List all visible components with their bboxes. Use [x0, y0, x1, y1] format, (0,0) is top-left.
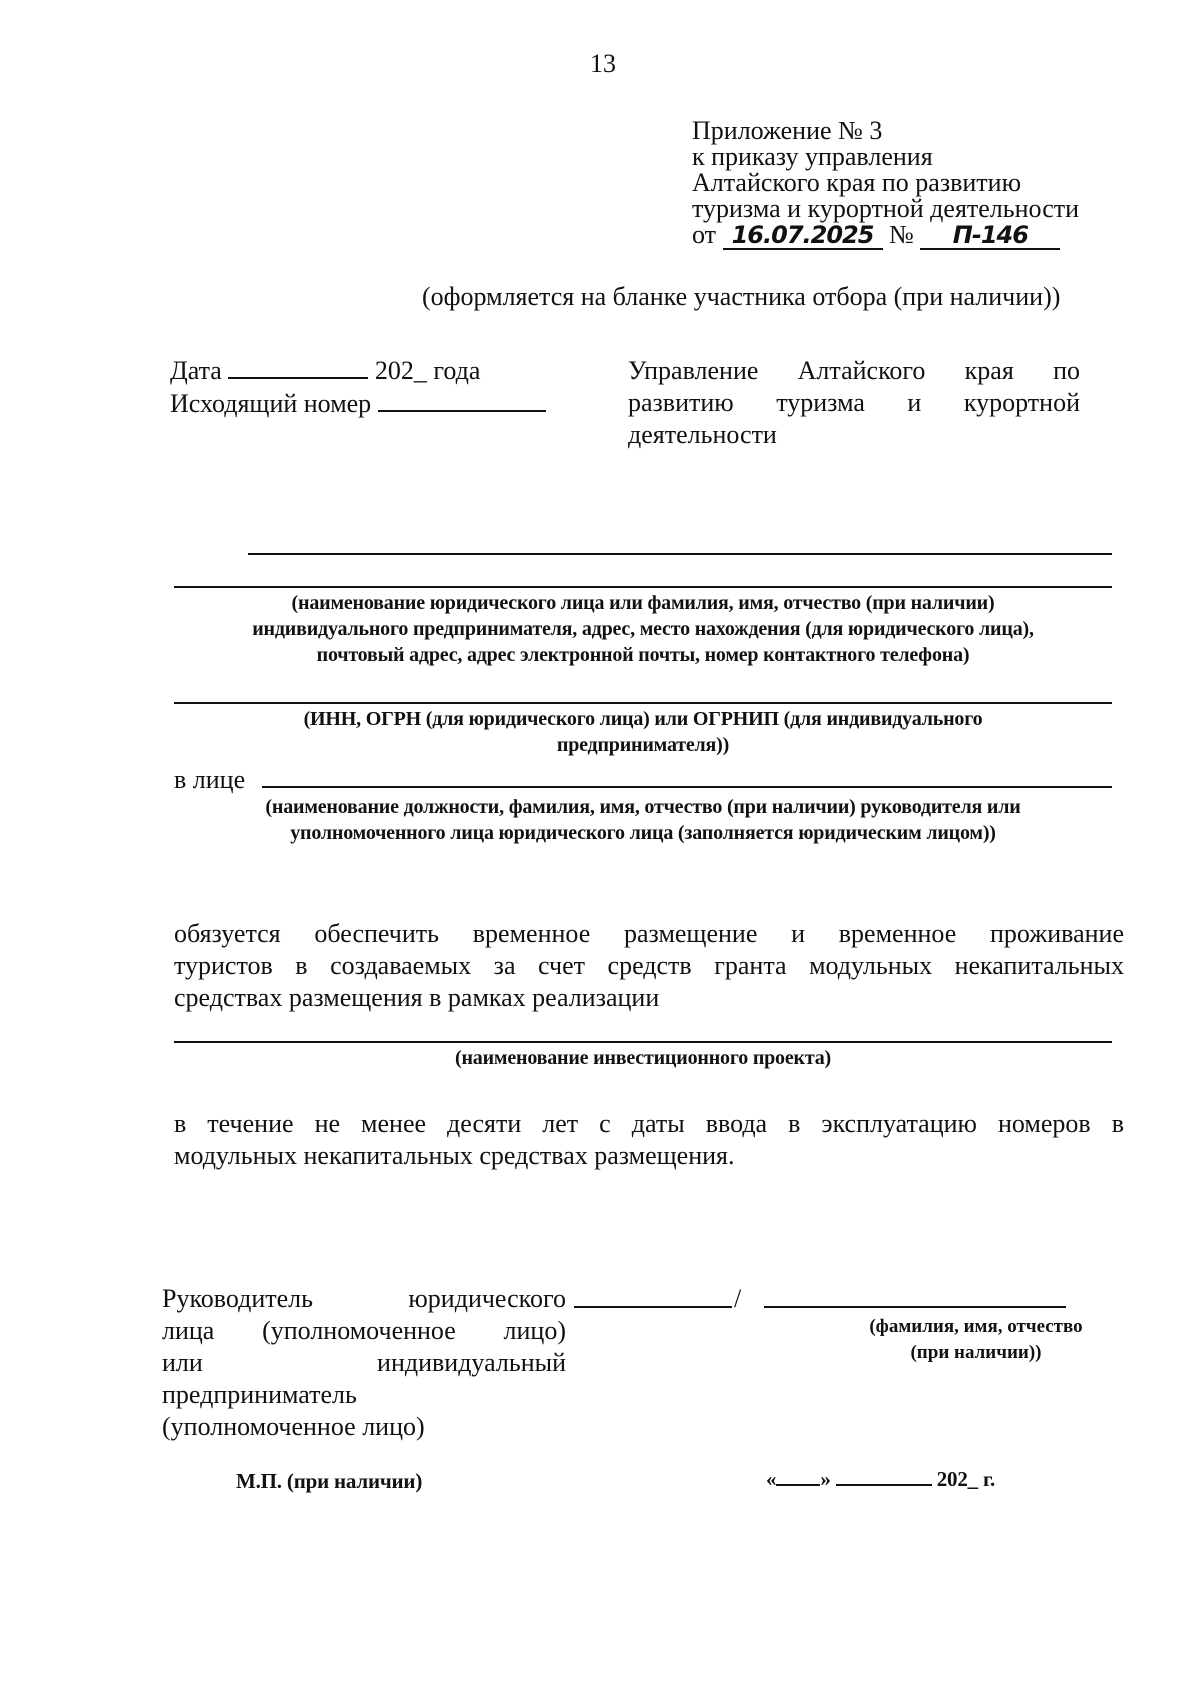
addressee-line-3: деятельности: [628, 420, 777, 449]
inn-caption-line: предпринимателя)): [556, 734, 730, 756]
signatory-block: [162, 1283, 566, 1443]
page-number: 13: [590, 49, 616, 78]
inn-caption-line: (ИНН, ОГРН (для юридического лица) или ОГРНИП (для индивидуального: [303, 708, 983, 730]
date-row: [170, 355, 480, 387]
appendix-line-4: туризма и курортной деятельности: [692, 194, 1080, 223]
in-person-line[interactable]: [262, 786, 1112, 788]
addressee-word: Алтайского: [797, 356, 926, 385]
entity-name-line-2[interactable]: [174, 586, 1112, 588]
year-text: 202_ года: [374, 356, 481, 385]
person-caption-line: уполномоченного лица юридического лица (заполняется юридическим лицом)): [290, 822, 996, 844]
fio-caption: [836, 1314, 1116, 1366]
addressee-line-1: [628, 355, 1080, 387]
obligation-line: обязуется обеспечить временное размещение и временное проживание: [174, 919, 1124, 948]
inn-line[interactable]: [174, 702, 1112, 704]
appendix-order-line: [692, 222, 1079, 250]
entity-name-line-1[interactable]: [248, 553, 1112, 555]
entity-caption-line: (наименование юридического лица или фамилия, имя, отчество (при наличии): [291, 592, 995, 614]
year-suffix: 202_ г.: [936, 1467, 996, 1491]
signatory-line-3: [162, 1347, 566, 1379]
addressee-word: развитию: [628, 388, 734, 417]
person-caption: [174, 794, 1112, 846]
inn-caption: [174, 706, 1112, 758]
entity-caption-line: почтовый адрес, адрес электронной почты, номер контактного телефона): [316, 644, 970, 666]
day-field[interactable]: [776, 1466, 820, 1486]
signatory-word: Руководитель: [162, 1284, 313, 1313]
addressee-word: и: [907, 388, 922, 417]
quote-open: «: [766, 1467, 777, 1491]
signatory-line-4: предприниматель: [162, 1380, 357, 1409]
entity-caption-line: индивидуального предпринимателя, адрес, место нахождения (для юридического лица),: [252, 618, 1034, 640]
handwritten-date: 16.07.2025: [731, 221, 874, 249]
addressee-line-2: [628, 387, 1080, 419]
signatory-word: или: [162, 1348, 203, 1377]
term-line: в течение не менее десяти лет с даты ввода в эксплуатацию номеров в: [174, 1109, 1124, 1138]
order-number-field: [920, 222, 1060, 250]
term-line: модульных некапитальных средствах размещения.: [174, 1141, 735, 1170]
outgoing-label: Исходящий номер: [170, 389, 372, 418]
addressee-block: [628, 355, 1080, 451]
signatory-line-1: [162, 1283, 566, 1315]
addressee-word: туризма: [776, 388, 865, 417]
obligation-paragraph: [174, 918, 1124, 1014]
outgoing-row: [170, 388, 546, 420]
obligation-line: туристов в создаваемых за счет средств гранта модульных некапитальных: [174, 951, 1124, 980]
appendix-line-3: Алтайского края по развитию: [692, 168, 1021, 197]
fio-line[interactable]: [764, 1306, 1066, 1308]
outgoing-number-field[interactable]: [378, 388, 546, 412]
obligation-line: средствах размещения в рамках реализации: [174, 983, 660, 1012]
addressee-word: по: [1053, 356, 1080, 385]
project-line[interactable]: [174, 1041, 1112, 1043]
term-paragraph: [174, 1108, 1124, 1172]
handwritten-number: П-146: [952, 221, 1028, 249]
date-prefix: от: [692, 220, 717, 249]
signatory-word: юридического: [408, 1284, 566, 1313]
signature-line[interactable]: [574, 1306, 732, 1308]
month-field[interactable]: [836, 1466, 932, 1486]
appendix-line-2: к приказу управления: [692, 142, 933, 171]
addressee-word: курортной: [963, 388, 1080, 417]
signature-slash: /: [734, 1284, 742, 1313]
signatory-line-2: лица (уполномоченное лицо): [162, 1316, 566, 1345]
appendix-block: [692, 118, 1079, 250]
addressee-word: края: [964, 356, 1014, 385]
fio-caption-line: (фамилия, имя, отчество: [869, 1316, 1083, 1337]
order-date-field: [723, 222, 883, 250]
stamp-label: М.П. (при наличии): [236, 1469, 423, 1493]
quote-close: »: [820, 1467, 831, 1491]
appendix-title: Приложение № 3: [692, 116, 883, 145]
letterhead-note: (оформляется на бланке участника отбора (при наличии)): [422, 282, 1061, 311]
number-sign: №: [889, 220, 914, 249]
signature-date-row: [766, 1466, 995, 1492]
signatory-line-5: (уполномоченное лицо): [162, 1412, 425, 1441]
project-caption: (наименование инвестиционного проекта): [454, 1047, 831, 1069]
addressee-word: Управление: [628, 356, 759, 385]
entity-caption: [174, 590, 1112, 668]
date-field[interactable]: [228, 355, 368, 379]
date-label: Дата: [170, 356, 222, 385]
person-caption-line: (наименование должности, фамилия, имя, отчество (при наличии) руководителя или: [265, 796, 1021, 818]
fio-caption-line: (при наличии)): [910, 1342, 1042, 1363]
signatory-word: индивидуальный: [377, 1348, 566, 1377]
in-person-label: в лице: [174, 765, 246, 794]
